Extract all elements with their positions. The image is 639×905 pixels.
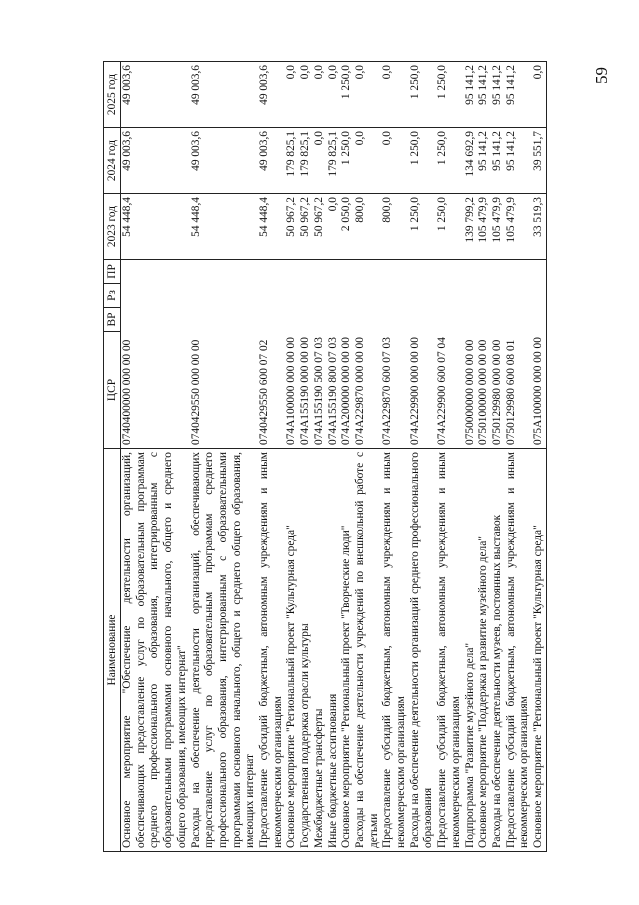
- table-row: [491, 62, 505, 852]
- header-pr: ПР: [104, 260, 121, 284]
- row-code: 074A229900 600 07 04: [436, 260, 463, 449]
- table-row: [340, 62, 354, 852]
- header-csr: ЦСР: [104, 332, 121, 449]
- table-row: [436, 62, 463, 852]
- row-name: Предоставление субсидий бюджетным, автономным учреждениям и иным некоммерческим организациям: [505, 449, 532, 852]
- table-header-row: [104, 62, 121, 852]
- row-code: 0740429550 000 00 00: [190, 260, 259, 449]
- table-row: [285, 62, 299, 852]
- header-2025: 2025 год: [104, 62, 121, 128]
- row-amount-2024: 134 692,9: [464, 128, 478, 194]
- row-code: 074A229870 000 00 00: [354, 260, 381, 449]
- row-amount-2023: 800,0: [354, 194, 381, 260]
- row-amount-2023: 1 250,0: [436, 194, 463, 260]
- row-amount-2023: 54 448,4: [258, 194, 285, 260]
- row-amount-2025: 49 003,6: [190, 62, 259, 128]
- table-row: [505, 62, 532, 852]
- row-name: Предоставление субсидий бюджетным, автономным учреждениям и иным некоммерческим организациям: [436, 449, 463, 852]
- row-amount-2024: 179 825,1: [299, 128, 313, 194]
- header-rz: Рз: [104, 284, 121, 308]
- row-amount-2025: 49 003,6: [258, 62, 285, 128]
- row-code: 0740400000 000 00 00: [121, 260, 190, 449]
- row-amount-2025: 1 250,0: [340, 62, 354, 128]
- table-row: [354, 62, 381, 852]
- row-name: Основное мероприятие "Региональный проект "Творческие люди": [340, 449, 354, 852]
- table-row: [258, 62, 285, 852]
- row-amount-2023: 54 448,4: [121, 194, 190, 260]
- row-name: Основное мероприятие "Обеспечение деятельности организаций, обеспечивающих предоставление услуг по образовательным программам среднего профессионального образования, интегрированным с образовательными программами основного начального, общего и среднего общего образования, имеющих интернат": [121, 449, 190, 852]
- row-amount-2024: 0,0: [313, 128, 327, 194]
- row-amount-2023: 105 479,9: [477, 194, 491, 260]
- table-row: [190, 62, 259, 852]
- row-amount-2025: 0,0: [381, 62, 408, 128]
- row-amount-2024: 179 825,1: [327, 128, 341, 194]
- row-code: 0740429550 600 07 02: [258, 260, 285, 449]
- row-amount-2023: 105 479,9: [491, 194, 505, 260]
- row-code: 0750100000 000 00 00: [477, 260, 491, 449]
- row-amount-2024: 179 825,1: [285, 128, 299, 194]
- table-row: [327, 62, 341, 852]
- row-amount-2025: 95 141,2: [505, 62, 532, 128]
- table-row: [477, 62, 491, 852]
- row-amount-2025: 0,0: [354, 62, 381, 128]
- table-row: [409, 62, 436, 852]
- row-code: 074A100000 000 00 00: [285, 260, 299, 449]
- table-row: [299, 62, 313, 852]
- row-amount-2023: 105 479,9: [505, 194, 532, 260]
- row-code: 074A200000 000 00 00: [340, 260, 354, 449]
- table-row: [464, 62, 478, 852]
- row-name: Подпрограмма "Развитие музейного дела": [464, 449, 478, 852]
- row-code: 074A155190 800 07 03: [327, 260, 341, 449]
- row-amount-2024: 95 141,2: [477, 128, 491, 194]
- header-2024: 2024 год: [104, 128, 121, 194]
- table-row: [121, 62, 190, 852]
- row-amount-2024: 49 003,6: [258, 128, 285, 194]
- row-amount-2024: 95 141,2: [505, 128, 532, 194]
- header-2023: 2023 год: [104, 194, 121, 260]
- row-amount-2023: 50 967,2: [299, 194, 313, 260]
- row-amount-2023: 1 250,0: [409, 194, 436, 260]
- row-amount-2024: 49 003,6: [190, 128, 259, 194]
- row-amount-2023: 54 448,4: [190, 194, 259, 260]
- row-amount-2024: 1 250,0: [409, 128, 436, 194]
- row-amount-2023: 2 050,0: [340, 194, 354, 260]
- row-code: 0750129980 000 00 00: [491, 260, 505, 449]
- row-amount-2024: 95 141,2: [491, 128, 505, 194]
- table-row: [313, 62, 327, 852]
- budget-table: [103, 61, 547, 852]
- budget-table-page: [103, 62, 581, 852]
- header-vr: ВР: [104, 308, 121, 332]
- row-amount-2025: 0,0: [327, 62, 341, 128]
- row-amount-2023: 139 799,2: [464, 194, 478, 260]
- row-code: 0750000000 000 00 00: [464, 260, 478, 449]
- row-amount-2024: 49 003,6: [121, 128, 190, 194]
- row-code: 074A229900 000 00 00: [409, 260, 436, 449]
- row-name: Основное мероприятие "Поддержка и развитие музейного дела": [477, 449, 491, 852]
- row-name: Расходы на обеспечение деятельности организаций среднего профессионального образования: [409, 449, 436, 852]
- row-name: Расходы на обеспечение деятельности музеев, постоянных выставок: [491, 449, 505, 852]
- row-amount-2023: 50 967,2: [313, 194, 327, 260]
- row-amount-2023: 800,0: [381, 194, 408, 260]
- row-amount-2025: 1 250,0: [409, 62, 436, 128]
- table-body: [121, 62, 547, 852]
- row-amount-2025: 49 003,6: [121, 62, 190, 128]
- row-code: 074A229870 600 07 03: [381, 260, 408, 449]
- row-name: Иные бюджетные ассигнования: [327, 449, 341, 852]
- row-name: Расходы на обеспечение деятельности организаций, обеспечивающих предоставление услуг по образовательным программам среднего профессионального образования, интегрированным с образовательными программами основного начального, общего и среднего общего образования, имеющих интернат: [190, 449, 259, 852]
- row-name: Основное мероприятие "Региональный проект "Культурная среда": [532, 449, 546, 852]
- row-name: Государственная поддержка отрасли культуры: [299, 449, 313, 852]
- row-amount-2025: 0,0: [285, 62, 299, 128]
- row-amount-2024: 39 551,7: [532, 128, 546, 194]
- row-amount-2024: 0,0: [354, 128, 381, 194]
- row-amount-2024: 1 250,0: [436, 128, 463, 194]
- table-row: [532, 62, 546, 852]
- row-amount-2025: 0,0: [299, 62, 313, 128]
- row-name: Расходы на обеспечение деятельности учреждений по внешкольной работе с детьми: [354, 449, 381, 852]
- row-amount-2025: 95 141,2: [477, 62, 491, 128]
- table-row: [381, 62, 408, 852]
- row-name: Предоставление субсидий бюджетным, автономным учреждениям и иным некоммерческим организациям: [381, 449, 408, 852]
- row-amount-2025: 0,0: [532, 62, 546, 128]
- row-name: Предоставление субсидий бюджетным, автономным учреждениям и иным некоммерческим организациям: [258, 449, 285, 852]
- page-number: 59: [592, 67, 611, 84]
- row-name: Основное мероприятие "Региональный проект "Культурная среда": [285, 449, 299, 852]
- row-code: 074A155190 500 07 03: [313, 260, 327, 449]
- row-amount-2023: 0,0: [327, 194, 341, 260]
- row-amount-2025: 95 141,2: [491, 62, 505, 128]
- row-amount-2025: 95 141,2: [464, 62, 478, 128]
- row-amount-2025: 1 250,0: [436, 62, 463, 128]
- row-amount-2024: 0,0: [381, 128, 408, 194]
- row-code: 0750129980 600 08 01: [505, 260, 532, 449]
- row-name: Межбюджетные трансферты: [313, 449, 327, 852]
- row-amount-2023: 50 967,2: [285, 194, 299, 260]
- row-code: 074A155190 000 00 00: [299, 260, 313, 449]
- header-name: Наименование: [104, 449, 121, 852]
- row-amount-2023: 33 519,3: [532, 194, 546, 260]
- row-amount-2025: 0,0: [313, 62, 327, 128]
- row-amount-2024: 1 250,0: [340, 128, 354, 194]
- row-code: 075A100000 000 00 00: [532, 260, 546, 449]
